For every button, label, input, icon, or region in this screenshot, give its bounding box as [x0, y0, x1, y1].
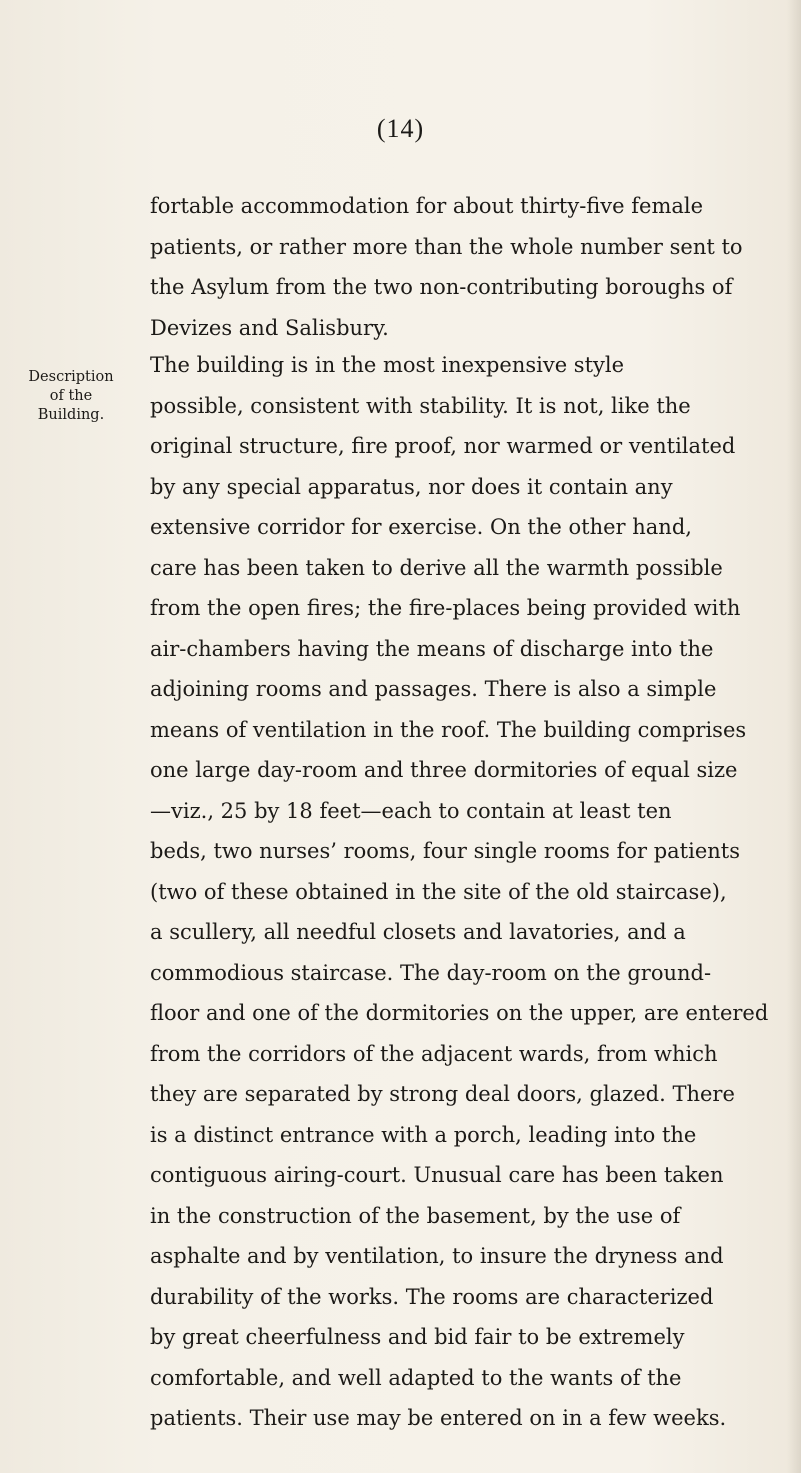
text-line: patients, or rather more than the whole number sent to [150, 234, 743, 259]
text-line: air-chambers having the means of discharge into the [150, 636, 714, 661]
text-line: fortable accommodation for about thirty-five female [150, 194, 704, 218]
page-edge-shadow [787, 0, 801, 1473]
text-line: extensive corridor for exercise. On the other hand, [150, 515, 692, 539]
margin-note-line: Building. [37, 407, 105, 423]
text-line: contiguous airing-court. Unusual care has been taken [150, 1163, 724, 1187]
page-number: (14) [376, 114, 425, 143]
text-line: one large day-room and three dormitories of equal size [150, 758, 738, 782]
text-line: comfortable, and well adapted to the wants of the [150, 1365, 682, 1390]
text-line: means of ventilation in the roof. The building comprises [150, 717, 747, 742]
margin-note-line: Description [28, 369, 114, 385]
paragraph-2 [150, 345, 780, 1439]
text-line: by any special apparatus, nor does it contain any [150, 474, 673, 499]
text-line: patients. Their use may be entered on in a few weeks. [150, 1406, 727, 1430]
text-line: (two of these obtained in the site of the old staircase), [150, 879, 727, 904]
text-line: the Asylum from the two non-contributing boroughs of [150, 275, 733, 299]
text-line: possible, consistent with stability. It is not, like the [150, 393, 691, 418]
text-line: durability of the works. The rooms are characterized [150, 1284, 714, 1309]
margin-note [16, 368, 126, 425]
text-line: from the corridors of the adjacent wards, from which [150, 1041, 718, 1066]
text-line: a scullery, all needful closets and lavatories, and a [150, 920, 686, 944]
margin-note-line: of the [49, 388, 93, 404]
text-line: by great cheerfulness and bid fair to be extremely [150, 1325, 685, 1349]
text-line: original structure, fire proof, nor warmed or ventilated [150, 434, 736, 458]
text-line: is a distinct entrance with a porch, leading into the [150, 1122, 697, 1147]
text-line: asphalte and by ventilation, to insure the dryness and [150, 1244, 724, 1268]
text-line: Devizes and Salisbury. [150, 315, 389, 340]
text-line: The building is in the most inexpensive style [150, 353, 625, 377]
text-line: floor and one of the dormitories on the upper, are entered [150, 1001, 769, 1025]
text-line: they are separated by strong deal doors, glazed. There [150, 1082, 735, 1106]
text-line: in the construction of the basement, by the use of [150, 1203, 681, 1228]
text-line: adjoining rooms and passages. There is also a simple [150, 677, 717, 701]
paragraph-1 [150, 186, 780, 348]
text-line: beds, two nurses’ rooms, four single rooms for patients [150, 839, 740, 863]
text-line: care has been taken to derive all the warmth possible [150, 555, 723, 580]
text-line: from the open fires; the fire-places being provided with [150, 596, 741, 620]
text-line: —viz., 25 by 18 feet—each to contain at least ten [150, 798, 672, 823]
text-line: commodious staircase. The day-room on the ground- [150, 960, 712, 985]
